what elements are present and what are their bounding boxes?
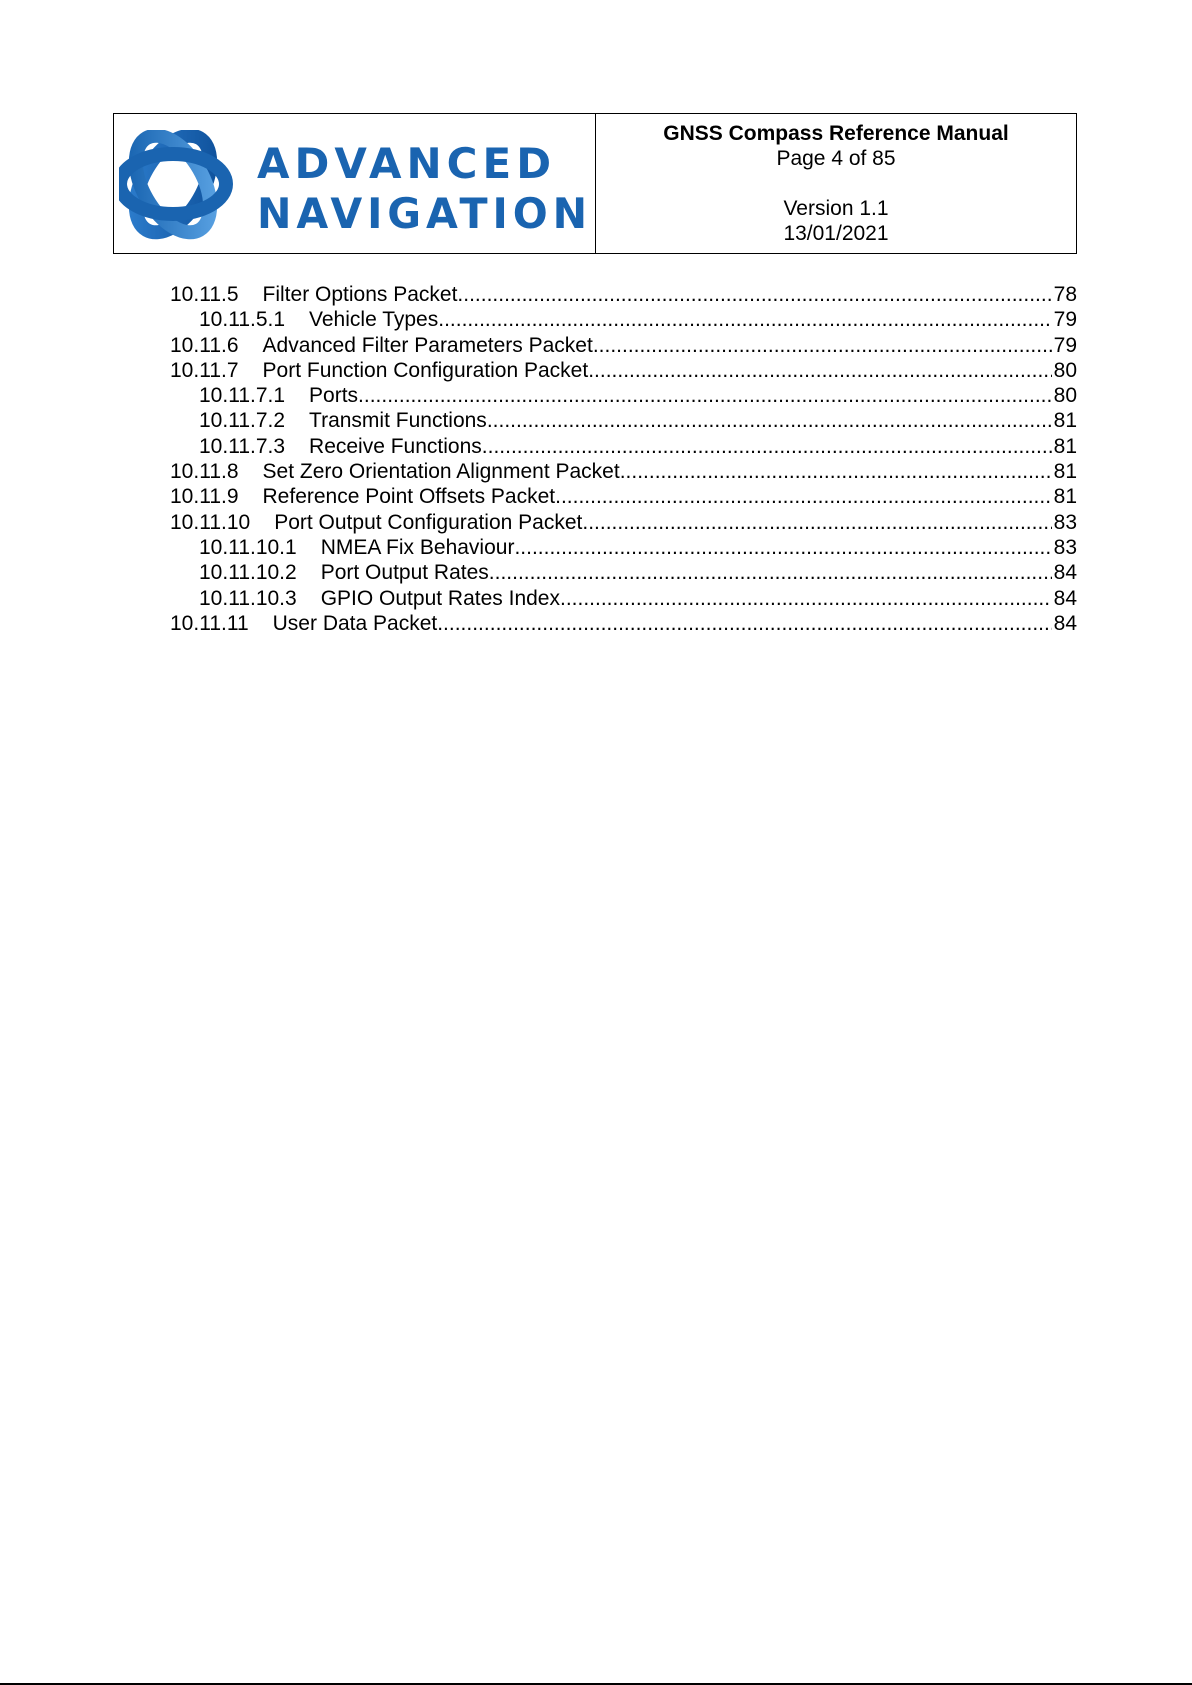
globe-icon <box>120 130 226 240</box>
toc-section-title: Filter Options Packet <box>262 283 458 306</box>
toc-section-number: 10.11.9 <box>170 485 239 509</box>
toc-section-title: Vehicle Types <box>309 308 439 332</box>
toc-entry[interactable] <box>170 586 1077 611</box>
toc-entry[interactable] <box>170 459 1077 484</box>
toc-entry[interactable] <box>170 282 1077 307</box>
toc-entry[interactable] <box>170 434 1077 459</box>
manual-title: GNSS Compass Reference Manual <box>663 122 1009 145</box>
toc-page-number: 79 <box>1053 333 1077 357</box>
toc-section-number: 10.11.10.3 <box>199 586 297 610</box>
toc-section-title: Receive Functions <box>309 434 482 458</box>
page-header <box>113 113 1077 254</box>
toc-page-number: 83 <box>1053 535 1077 559</box>
toc-section-title: Port Function Configuration Packet <box>262 358 589 382</box>
toc-dot-leader <box>482 434 1052 459</box>
toc-section-title: Port Output Rates <box>320 561 489 585</box>
toc-entry[interactable] <box>170 484 1077 509</box>
toc-dot-leader <box>437 611 1051 636</box>
toc-entry[interactable] <box>170 560 1077 585</box>
toc-dot-leader <box>593 333 1052 358</box>
toc-section-number: 10.11.7.2 <box>199 409 286 433</box>
toc-page-number: 81 <box>1053 409 1077 433</box>
toc-section-number: 10.11.10.2 <box>199 561 297 585</box>
advanced-navigation-logo <box>119 130 594 240</box>
toc-dot-leader <box>438 307 1051 332</box>
toc-page-number: 78 <box>1053 283 1077 306</box>
toc-section-title: GPIO Output Rates Index <box>320 586 560 610</box>
toc-entry[interactable] <box>170 358 1077 383</box>
toc-entry[interactable] <box>170 510 1077 535</box>
toc-section-title: Set Zero Orientation Alignment Packet <box>262 460 620 484</box>
toc-page-number: 84 <box>1053 611 1077 635</box>
toc-page-number: 81 <box>1053 485 1077 509</box>
toc-section-title: Ports <box>309 384 359 408</box>
toc-section-number: 10.11.10 <box>170 510 251 534</box>
document-info-cell <box>596 114 1076 253</box>
logo-cell <box>114 114 596 253</box>
toc-entry[interactable] <box>170 408 1077 433</box>
toc-section-title: User Data Packet <box>272 611 438 635</box>
page-number: Page 4 of 85 <box>776 147 896 170</box>
toc-section-title: Advanced Filter Parameters Packet <box>262 333 593 357</box>
toc-section-number: 10.11.11 <box>170 611 249 635</box>
toc-dot-leader <box>514 535 1051 560</box>
toc-section-number: 10.11.10.1 <box>199 535 297 559</box>
toc-section-title: Transmit Functions <box>309 409 487 433</box>
toc-page-number: 83 <box>1053 510 1077 534</box>
toc-page-number: 80 <box>1053 358 1077 382</box>
toc-dot-leader <box>620 459 1052 484</box>
logo-text-line1: ADVANCED <box>257 139 557 188</box>
toc-section-number: 10.11.5.1 <box>199 308 286 332</box>
toc-page-number: 84 <box>1053 586 1077 610</box>
toc-section-number: 10.11.7.1 <box>199 384 286 408</box>
toc-entry[interactable] <box>170 333 1077 358</box>
toc-page-number: 81 <box>1053 434 1077 458</box>
toc-section-number: 10.11.5 <box>170 283 239 306</box>
toc-section-number: 10.11.8 <box>170 460 239 484</box>
toc-section-title: NMEA Fix Behaviour <box>320 535 515 559</box>
toc-section-number: 10.11.6 <box>170 333 239 357</box>
toc-section-title: Port Output Configuration Packet <box>274 510 583 534</box>
table-of-contents <box>170 282 1077 636</box>
toc-entry[interactable] <box>170 383 1077 408</box>
toc-page-number: 84 <box>1053 561 1077 585</box>
toc-dot-leader <box>489 560 1052 585</box>
toc-page-number: 81 <box>1053 460 1077 484</box>
toc-section-title: Reference Point Offsets Packet <box>262 485 556 509</box>
toc-entry[interactable] <box>170 611 1077 636</box>
toc-dot-leader <box>560 586 1052 611</box>
logo-text-line2: NAVIGATION <box>257 189 592 238</box>
toc-page-number: 79 <box>1053 308 1077 332</box>
toc-dot-leader <box>582 510 1051 535</box>
toc-section-number: 10.11.7 <box>170 358 239 382</box>
toc-dot-leader <box>555 484 1052 509</box>
toc-dot-leader <box>487 408 1052 433</box>
toc-entry[interactable] <box>170 307 1077 332</box>
toc-entry[interactable] <box>170 535 1077 560</box>
toc-dot-leader <box>457 282 1051 307</box>
toc-section-number: 10.11.7.3 <box>199 434 286 458</box>
version-label: Version 1.1 <box>783 197 889 220</box>
toc-dot-leader <box>358 383 1052 408</box>
toc-dot-leader <box>588 358 1051 383</box>
toc-page-number: 80 <box>1053 384 1077 408</box>
date-label: 13/01/2021 <box>783 222 889 245</box>
